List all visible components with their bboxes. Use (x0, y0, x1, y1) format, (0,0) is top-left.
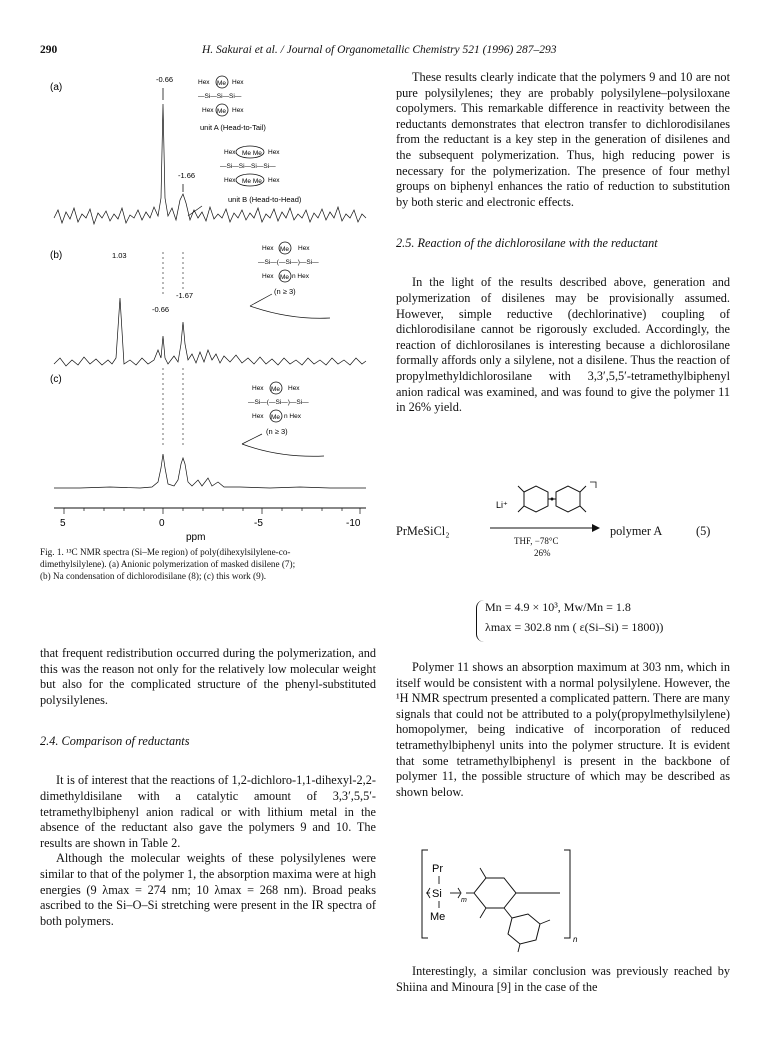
spectrum-c-trace (54, 454, 366, 488)
svg-text:Me: Me (271, 386, 281, 393)
product-label: polymer A (610, 524, 663, 538)
paragraph-interestingly: Interestingly, a similar conclusion was previously reached by Shiina and Minoura [9] in the case of the (396, 964, 730, 994)
propyl-label: Pr (432, 863, 443, 875)
axis-tick-label: 0 (159, 518, 165, 529)
axis-tick-label: -10 (346, 518, 361, 529)
unit-b-label: unit B (Head-to-Head) (228, 195, 302, 204)
svg-text:Me Me: Me Me (242, 150, 262, 157)
svg-text:Me: Me (280, 274, 290, 281)
svg-text:Hex: Hex (262, 273, 274, 280)
svg-text:Me: Me (271, 414, 281, 421)
axis-tick-label: -5 (254, 518, 263, 529)
svg-text:Hex: Hex (224, 149, 236, 156)
svg-text:n Hex: n Hex (292, 273, 309, 280)
svg-text:—Si—(—Si—)—Si—: —Si—(—Si—)—Si— (258, 259, 319, 266)
svg-text:Hex: Hex (288, 385, 300, 392)
equation-number: (5) (696, 524, 711, 538)
methyl-label: Me (430, 911, 446, 923)
unit-a-structure (198, 76, 244, 116)
silicon-label: Si (432, 888, 442, 900)
panel-label-b: (b) (50, 250, 63, 261)
peak-label-b-066: -0.66 (152, 305, 170, 314)
svg-text:—Si—Si—Si—: —Si—Si—Si— (198, 93, 242, 100)
axis-ticks (64, 508, 360, 514)
right-column-top (396, 70, 730, 416)
svg-text:Hex: Hex (198, 79, 210, 86)
svg-text:Me Me: Me Me (242, 178, 262, 185)
polymer-c-structure (248, 382, 309, 422)
unit-a-label: unit A (Head-to-Tail) (200, 123, 266, 132)
panel-label-a: (a) (50, 82, 63, 93)
svg-text:Hex: Hex (298, 245, 310, 252)
reaction-scheme-5 (396, 478, 730, 598)
svg-text:Hex: Hex (268, 177, 280, 184)
subscript-n: n (573, 935, 578, 944)
svg-text:Hex: Hex (252, 385, 264, 392)
caption-line: Fig. 1. ¹³C NMR spectra (Si–Me region) of poly(dihexylsilylene-co- (40, 547, 291, 557)
axis-tick-label: 5 (60, 518, 66, 529)
paragraph-2-5: In the light of the results described above, generation and polymerization of disilenes may be provisionally assumed. However, simple reductive (dechlorinative) coupling of dichlorodisilane cannot be rigorously excluded. Accordingly, the reaction of dichlorosilanes is interesting because a dichlorosilane formally affords only a silylene, not a disilene. Thus the reaction of propylmethyldichlorosilane with 3,3′,5,5′-tetramethylbiphenyl anion radical was examined, and was found to give the polymer 11 in 26% yield. (396, 275, 730, 415)
caption-line: dimethylsilylene). (a) Anionic polymerization of masked disilene (7); (40, 559, 296, 569)
paragraph-results: These results clearly indicate that the polymers 9 and 10 are not pure polysilylenes; they are probably polysilylene–polysiloxane copolymers. This remarkable difference in reactivity between the reductants demonstrates that electron transfer to dichlorodisilanes from the reductant is a key step in the generation of disilenes and the subsequent polymerization. Thus, high reducing power is necessary for the polymerization. The presence of four methyl groups on biphenyl enhances the ratio of reduction to substitution by both steric and electronic effects. (396, 70, 730, 209)
subscript-m: m (461, 897, 467, 904)
peak-label-a-166: -1.66 (178, 171, 196, 180)
svg-text:Hex: Hex (252, 413, 264, 420)
svg-text:Hex: Hex (202, 107, 214, 114)
reaction-conditions: THF, −78°C (514, 536, 559, 546)
svg-text:—Si—Si—Si—Si—: —Si—Si—Si—Si— (220, 163, 276, 170)
caption-line: (b) Na condensation of dichlorodisilane (8); (c) this work (9). (40, 571, 267, 581)
svg-text:Hex: Hex (232, 79, 244, 86)
svg-text:Hex: Hex (262, 245, 274, 252)
reaction-arrow (490, 522, 600, 534)
paragraph-continuation: that frequent redistribution occurred during the polymerization, and this was the reason not only for the relatively low molecular weight but also for the complicated structure of the phenyl-substituted polysilylenes. (40, 646, 376, 707)
svg-text:n Hex: n Hex (284, 413, 301, 420)
svg-text:Hex: Hex (268, 149, 280, 156)
polymer-b-structure (258, 242, 319, 282)
lithium-label: Li⁺ (496, 500, 508, 510)
spectrum-b-trace (54, 298, 366, 366)
reaction-result-block (476, 600, 739, 642)
right-column-bottom (396, 964, 730, 995)
svg-text:—Si—(—Si—)—Si—: —Si—(—Si—)—Si— (248, 399, 309, 406)
running-title: H. Sakurai et al. / Journal of Organometallic Chemistry 521 (1996) 287–293 (202, 44, 557, 56)
paragraph-polymer-11: Polymer 11 shows an absorption maximum at 303 nm, which in itself would be consistent with a normal polysilylene. However, the ¹H NMR spectrum presented a complicated pattern. There are many signals that could not be attributed to a poly(propylmethylsilylene) homopolymer, being indicative of incorporation of reduced tetramethylbiphenyl units into the polymer structure. It is evident that some tetramethylbiphenyl is present in the backbone of polymer 11, the possible structure of which may be described as shown below. (396, 660, 730, 799)
peak-label-b-103: 1.03 (112, 251, 127, 260)
svg-text:Hex: Hex (224, 177, 236, 184)
reactant: PrMeSiCl₂ (396, 524, 450, 538)
polymer-11-structure (420, 848, 620, 954)
page-number: 290 (40, 44, 58, 56)
svg-text:Me: Me (217, 108, 227, 115)
paragraph-2-4-a: It is of interest that the reactions of 1,2-dichloro-1,1-dihexyl-2,2-dimethyldisilane with a catalytic amount of 3,3′,5,5′-tetramethylbiphenyl anion radical or with lithium metal in the absence of the reductant also gave the polymers 9 and 10. The results are shown in Table 2. (40, 773, 376, 850)
paragraph-2-4-b: Although the molecular weights of these polysilylenes were similar to that of the polymer 1, the absorption maxima were at high energies (9 λmax = 274 nm; 10 λmax = 268 nm). Broad peaks ascribed to the Si–O–Si stretching were present in the IR spectra of both polymers. (40, 851, 376, 928)
nmr-spectra-figure (40, 68, 376, 598)
right-column-middle (396, 660, 730, 800)
figure-caption (40, 546, 376, 582)
axis-label: ppm (186, 532, 206, 543)
section-heading-2-4: 2.4. Comparison of reductants (40, 734, 190, 749)
peak-label-a-066: -0.66 (156, 75, 174, 84)
spectrum-a-trace (54, 104, 366, 224)
polymer-n-label-c: (n ≥ 3) (266, 427, 288, 436)
result-molecular-weight: Mn = 4.9 × 10³, Mw/Mn = 1.8 (485, 600, 631, 614)
polymer-n-label-b: (n ≥ 3) (274, 287, 296, 296)
section-heading-2-5: 2.5. Reaction of the dichlorosilane with the reductant (396, 236, 658, 251)
svg-text:Me: Me (280, 246, 290, 253)
figure-1 (40, 68, 376, 598)
result-absorption: λmax = 302.8 nm ( ε(Si–Si) = 1800)) (485, 619, 664, 634)
svg-text:Hex: Hex (232, 107, 244, 114)
peak-label-b-167: -1.67 (176, 291, 194, 300)
unit-b-structure (220, 146, 280, 186)
svg-text:Me: Me (217, 80, 227, 87)
left-column-text (40, 646, 376, 929)
reaction-yield: 26% (534, 548, 551, 558)
panel-label-c: (c) (50, 374, 62, 385)
